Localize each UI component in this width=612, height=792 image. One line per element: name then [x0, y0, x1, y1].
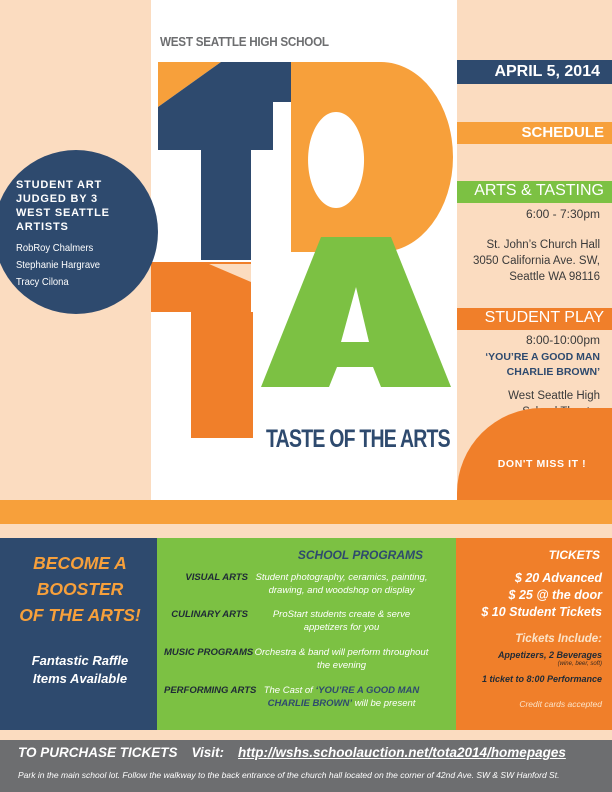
raffle-text: Fantastic Raffle Items Available	[31, 653, 129, 686]
dont-miss-badge: DON'T MISS IT !	[457, 408, 612, 518]
tickets-include-heading: Tickets Include:	[515, 633, 602, 645]
tickets-include-line: Appetizers, 2 Beverages	[497, 650, 602, 660]
credit-cards-note: Credit cards accepted	[519, 699, 602, 709]
play-time: 8:00-10:00pm	[525, 333, 600, 347]
arts-tasting-label: ARTS & TASTING	[457, 181, 612, 203]
judge-name: RobRoy Chalmers	[16, 242, 94, 254]
logo-t2-stem	[191, 312, 253, 438]
school-name: WEST SEATTLE HIGH SCHOOL	[160, 34, 329, 49]
arts-time: 6:00 - 7:30pm	[525, 207, 600, 221]
event-subtitle: TASTE OF THE ARTS	[266, 425, 450, 453]
ticket-price: $ 20 Advanced	[514, 571, 602, 585]
judges-names	[16, 240, 144, 291]
tota-logo	[151, 52, 457, 452]
program-desc: ProStart students create & serve appetizers for you	[272, 609, 411, 633]
judges-circle	[0, 150, 158, 314]
tickets-heading: TICKETS	[548, 548, 600, 562]
purchase-label: TO PURCHASE TICKETS	[18, 745, 178, 760]
tickets-include-note: (wine, beer, soft)	[557, 661, 602, 667]
judge-name: Stephanie Hargrave	[16, 259, 101, 271]
logo-a	[261, 237, 451, 387]
schedule-label: SCHEDULE	[457, 122, 612, 144]
play-venue: West Seattle High	[508, 390, 600, 402]
tickets-include-line: 1 ticket to 8:00 Performance	[481, 674, 602, 684]
logo-o	[291, 62, 453, 252]
ticket-price: $ 25 @ the door	[508, 588, 602, 602]
visit-label: Visit:	[191, 745, 225, 760]
judge-name: Tracy Cilona	[16, 276, 69, 288]
student-play-label: STUDENT PLAY	[457, 308, 612, 330]
purchase-link[interactable]: http://wshs.schoolauction.net/tota2014/homepages	[238, 745, 566, 760]
ticket-price: $ 10 Student Tickets	[481, 605, 602, 619]
program-desc: Student photography, ceramics, painting, drawing, and woodshop on display	[255, 572, 428, 596]
orange-band	[0, 500, 612, 524]
program-desc: The Cast of ‘YOU’RE A GOOD MAN CHARLIE BROWN’ will be present	[263, 685, 420, 709]
programs-heading: SCHOOL PROGRAMS	[297, 548, 423, 562]
parking-note: Park in the main school lot. Follow the walkway to the back entrance of the church hall located on the corner of 42nd Ave. SW & SW Hanford St.	[18, 770, 560, 780]
purchase-line	[18, 745, 566, 760]
program-label: MUSIC PROGRAMS	[164, 647, 254, 658]
program-desc: Orchestra & band will perform throughout the evening	[254, 647, 429, 671]
program-label: CULINARY ARTS	[171, 609, 248, 620]
arts-venue: St. John’s Church Hall 3050 California Ave. SW, Seattle WA 98116	[473, 239, 600, 283]
program-label: VISUAL ARTS	[185, 572, 248, 583]
judges-heading: STUDENT ART JUDGED BY 3 WEST SEATTLE ARTISTS	[16, 179, 110, 233]
play-title: ‘YOU’RE A GOOD MAN CHARLIE BROWN’	[485, 351, 600, 378]
band-divider	[0, 524, 612, 528]
event-date: APRIL 5, 2014	[457, 60, 612, 84]
booster-title: BECOME A BOOSTER OF THE ARTS!	[19, 553, 141, 625]
program-label: PERFORMING ARTS	[164, 685, 257, 696]
logo-t-stem	[201, 150, 251, 260]
ticket-prices	[456, 570, 602, 621]
